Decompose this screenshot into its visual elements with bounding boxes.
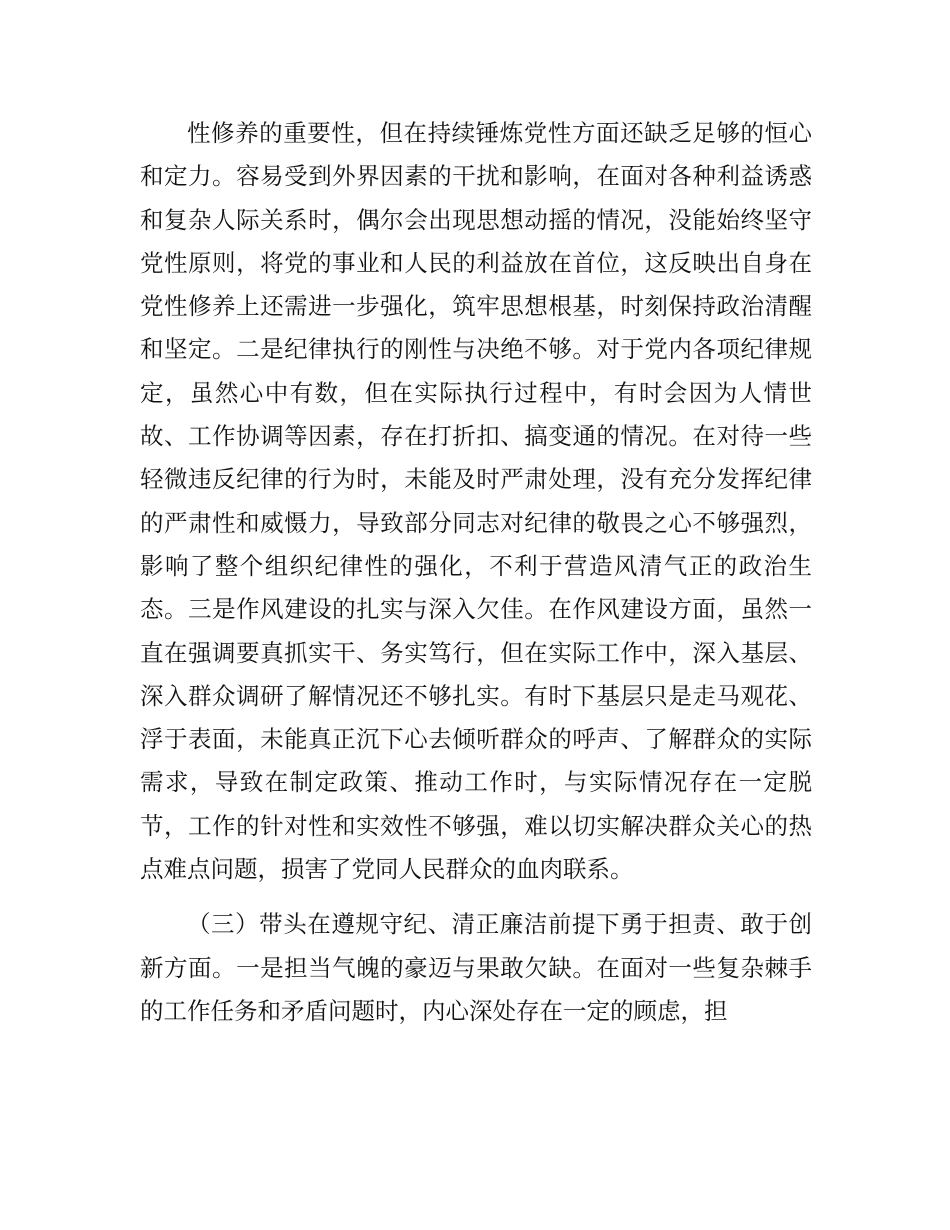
body-paragraph-1: 性修养的重要性，但在持续锤炼党性方面还缺乏足够的恒心和定力。容易受到外界因素的干扰和影响，在面对各种利益诱惑和复杂人际关系时，偶尔会出现思想动摇的情况，没能始终坚守党性原则，将党的事业和人民的利益放在首位，这反映出自身在党性修养上还需进一步强化，筑牢思想根基，时刻保持政治清醒和坚定。二是纪律执行的刚性与决绝不够。对于党内各项纪律规定，虽然心中有数，但在实际执行过程中，有时会因为人情世故、工作协调等因素，存在打折扣、搞变通的情况。在对待一些轻微违反纪律的行为时，未能及时严肃处理，没有充分发挥纪律的严肃性和威慑力，导致部分同志对纪律的敬畏之心不够强烈，影响了整个组织纪律性的强化，不利于营造风清气正的政治生态。三是作风建设的扎实与深入欠佳。在作风建设方面，虽然一直在强调要真抓实干、务实笃行，但在实际工作中，深入基层、深入群众调研了解情况还不够扎实。有时下基层只是走马观花、浮于表面，未能真正沉下心去倾听群众的呼声、了解群众的实际需求，导致在制定政策、推动工作时，与实际情况存在一定脱节，工作的针对性和实效性不够强，难以切实解决群众关心的热点难点问题，损害了党同人民群众的血肉联系。 — [140, 119, 812, 884]
paragraph-spacer — [140, 891, 812, 903]
document-body — [140, 112, 812, 1033]
section-heading-paragraph-3: （三）带头在遵规守纪、清正廉洁前提下勇于担责、敢于创新方面。一是担当气魄的豪迈与果敢欠缺。在面对一些复杂棘手的工作任务和矛盾问题时，内心深处存在一定的顾虑，担 — [140, 910, 812, 1025]
